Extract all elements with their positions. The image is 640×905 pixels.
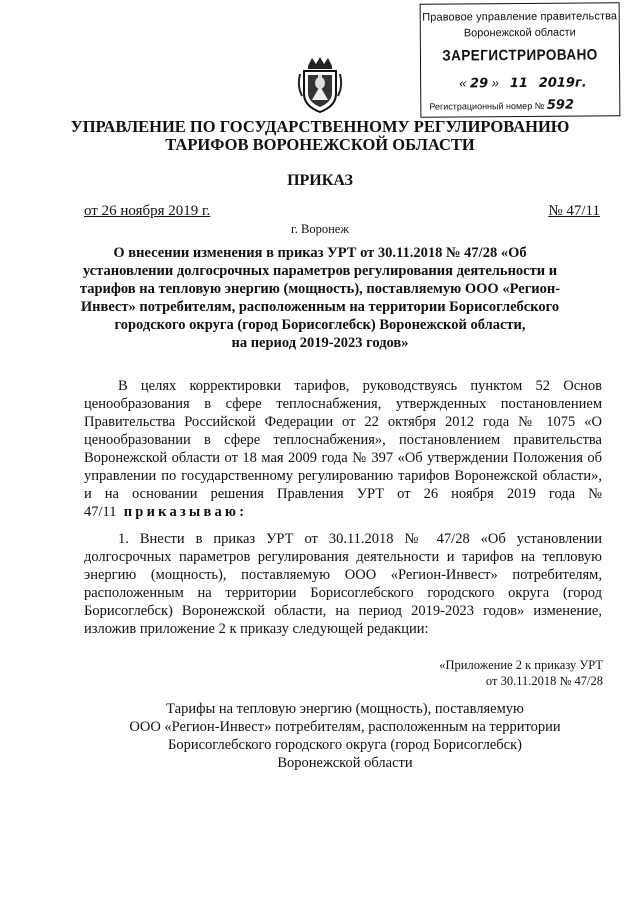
title-line: на период 2019-2023 годов» bbox=[231, 335, 409, 351]
tariff-heading-line: ООО «Регион-Инвест» потребителям, расположенным на территории bbox=[129, 719, 561, 735]
tariff-heading bbox=[0, 700, 640, 772]
appendix-line-2: от 30.11.2018 № 47/28 bbox=[485, 674, 603, 688]
stamp-date-year: 2019г. bbox=[538, 75, 587, 91]
preamble-paragraph bbox=[84, 377, 602, 521]
title-line: тарифов на тепловую энергию (мощность), поставляемую ООО «Регион- bbox=[79, 281, 561, 297]
organization-name-line-1: УПРАВЛЕНИЕ ПО ГОСУДАРСТВЕННОМУ РЕГУЛИРОВАНИЮ bbox=[70, 117, 570, 136]
title-line: городского округа (город Борисоглебск) Воронежской области, bbox=[114, 317, 526, 333]
stamp-date-month: 11 bbox=[509, 75, 528, 92]
document-type: ПРИКАЗ bbox=[287, 172, 353, 189]
document-city: г. Воронеж bbox=[291, 222, 349, 236]
clause-1-paragraph: 1. Внести в приказ УРТ от 30.11.2018 № 47/28 «Об установлении долгосрочных параметров регулирования деятельности и тарифов на тепловую энергию (мощность), поставляемую ООО «Регион-Инвест» потребителям, расположенным на территории Борисоглебского городского округа (город Борисоглебск) Воронежской области, на период 2019-2023 годов» изменение, изложив приложение 2 к приказу следующей редакции: bbox=[84, 531, 602, 637]
stamp-regnum bbox=[429, 98, 574, 114]
stamp-date-day: 29 bbox=[469, 76, 489, 92]
order-word: приказываю: bbox=[123, 504, 248, 520]
document-date: от 26 ноября 2019 г. bbox=[84, 203, 211, 219]
stamp-regnum-label: Регистрационный номер № bbox=[429, 100, 545, 112]
tariff-heading-line: Тарифы на тепловую энергию (мощность), поставляемую bbox=[166, 701, 524, 717]
document-title bbox=[78, 244, 562, 352]
title-line: Инвест» потребителям, расположенным на территории Борисоглебского bbox=[80, 299, 560, 315]
preamble-text: В целях корректировки тарифов, руководствуясь пунктом 52 Основ ценообразования в сфере теплоснабжения, утвержденных постановлением Правительства Российской Федерации от 22 октября 2012 года № 1075 «О ценообразовании в сфере теплоснабжения», постановлением правительства Воронежской области от 18 мая 2009 года № 397 «Об утверждении Положения об управлении по государственному регулированию тарифов Воронежской области», и на основании решения Правления УРТ от 26 ноября 2019 года № 47/11 bbox=[84, 378, 602, 520]
organization-name-line-2: ТАРИФОВ ВОРОНЕЖСКОЙ ОБЛАСТИ bbox=[165, 135, 475, 154]
preamble-text-block bbox=[84, 377, 602, 521]
document-number: № 47/11 bbox=[548, 203, 600, 219]
title-line: О внесении изменения в приказ УРТ от 30.11.2018 № 47/28 «Об bbox=[113, 245, 527, 261]
stamp-date-sep: » bbox=[491, 75, 500, 91]
coat-of-arms-emblem bbox=[296, 56, 344, 114]
stamp-line-1: Правовое управление правительства bbox=[422, 10, 618, 24]
stamp-date-prefix: « bbox=[459, 75, 467, 91]
appendix-reference bbox=[439, 657, 603, 689]
appendix-line-1: «Приложение 2 к приказу УРТ bbox=[439, 658, 603, 672]
registration-stamp bbox=[420, 2, 621, 117]
title-line: установлении долгосрочных параметров регулирования деятельности и bbox=[82, 263, 558, 279]
tariff-heading-line: Воронежской области bbox=[277, 755, 413, 771]
stamp-line-2: Воронежской области bbox=[463, 26, 576, 40]
stamp-regnum-value: 592 bbox=[546, 97, 575, 113]
tariff-heading-line: Борисоглебского городского округа (город Борисоглебск) bbox=[168, 737, 522, 753]
stamp-date bbox=[459, 75, 587, 92]
stamp-registered: ЗАРЕГИСТРИРОВАНО bbox=[442, 46, 598, 65]
